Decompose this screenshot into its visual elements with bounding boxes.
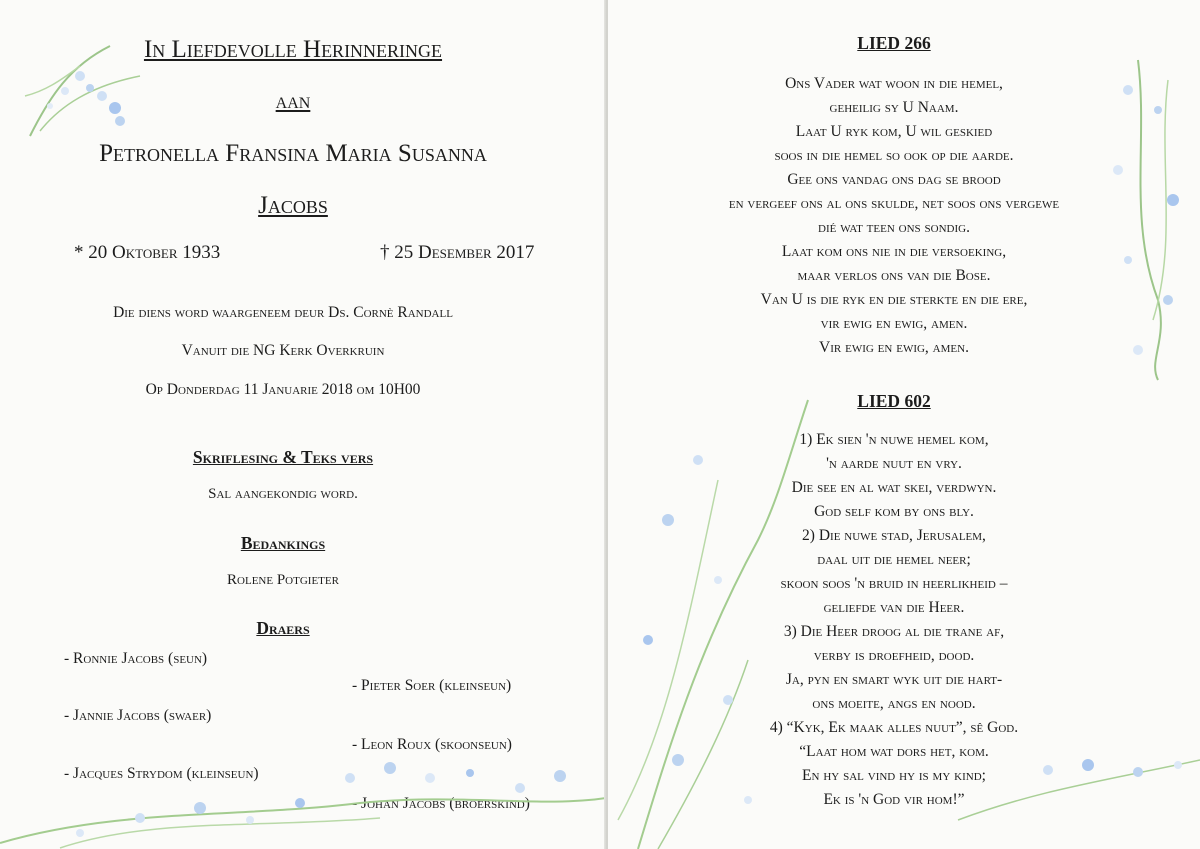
hymn-line: En hy sal vind hy is my kind; <box>802 767 986 784</box>
hymn-line: skoon soos 'n bruid in heerlikheid – <box>780 575 1008 592</box>
bearer-item: - Johan Jacobs (broerskind) <box>352 795 530 812</box>
scripture-heading: Skriflesing & Teks vers <box>192 447 374 467</box>
hymn-line: “Laat hom wat dors het, kom. <box>799 743 989 760</box>
bearer-item: - Pieter Soer (kleinseun) <box>352 677 512 694</box>
hymn-266-text <box>628 72 1160 360</box>
hymn-line: Ons Vader wat woon in die hemel, <box>785 75 1003 92</box>
bearers-heading: Draers <box>256 618 310 638</box>
hymn-line: God self kom by ons bly. <box>814 503 974 520</box>
hymn-line: daal uit die hemel neer; <box>817 551 971 568</box>
hymn-line: Laat U ryk kom, U wil geskied <box>795 123 993 140</box>
hymn-line: 1) Ek sien 'n nuwe hemel kom, <box>799 431 989 448</box>
thanks-text: Rolene Potgieter <box>227 572 339 588</box>
hymn-line: 2) Die nuwe stad, Jerusalem, <box>802 527 986 544</box>
birth-date: * 20 Oktober 1933 <box>74 242 221 263</box>
hymn-line: 3) Die Heer droog al die trane af, <box>783 623 1005 640</box>
hymn-line: dié wat teen ons sondig. <box>818 219 970 236</box>
hymn-line: geheilig sy U Naam. <box>829 99 959 116</box>
hymn-line: Vir ewig en ewig, amen. <box>819 339 969 356</box>
deceased-surname: Jacobs <box>258 192 328 219</box>
hymn-266-title: LIED 266 <box>857 33 931 53</box>
dedication-word: aan <box>275 88 311 113</box>
hymn-line: vir ewig en ewig, amen. <box>820 315 968 332</box>
hymn-line: maar verlos ons van die Bose. <box>797 267 991 284</box>
death-date: † 25 Desember 2017 <box>380 242 535 263</box>
hymn-line: en vergeef ons al ons skulde, net soos ons vergewe <box>728 195 1060 212</box>
bearer-item: - Jannie Jacobs (swaer) <box>64 707 212 724</box>
right-page <box>608 0 1200 849</box>
bearer-item: - Jacques Strydom (kleinseun) <box>64 765 259 782</box>
hymn-line: Ja, pyn en smart wyk uit die hart- <box>785 671 1003 688</box>
hymn-602-text <box>628 428 1160 812</box>
hymn-line: geliefde van die Heer. <box>823 599 965 616</box>
bearer-item: - Ronnie Jacobs (seun) <box>64 650 208 667</box>
service-datetime: Op Donderdag 11 Januarie 2018 om 10H00 <box>145 381 421 398</box>
scripture-text: Sal aangekondig word. <box>208 486 358 502</box>
hymn-line: verby is droefheid, dood. <box>813 647 975 664</box>
deceased-full-name: Petronella Fransina Maria Susanna <box>99 140 487 167</box>
hymn-602-title: LIED 602 <box>857 391 931 411</box>
hymn-line: Die see en al wat skei, verdwyn. <box>791 479 997 496</box>
service-location: Vanuit die NG Kerk Overkruin <box>181 342 385 359</box>
hymn-line: soos in die hemel so ook op die aarde. <box>774 147 1014 164</box>
service-officiant: Die diens word waargeneem deur Ds. Cornè Randall <box>113 304 453 321</box>
hymn-line: ons moeite, angs en nood. <box>812 695 976 712</box>
hymn-line: Ek is 'n God vir hom!” <box>823 791 965 808</box>
hymn-line: 4) “Kyk, Ek maak alles nuut”, sê God. <box>769 719 1019 736</box>
memorial-title: In Liefdevolle Herinneringe <box>143 36 443 63</box>
bearer-item: - Leon Roux (skoonseun) <box>352 736 512 753</box>
floral-decoration-bottom-left <box>0 748 606 849</box>
thanks-heading: Bedankings <box>240 533 326 553</box>
hymn-line: 'n aarde nuut en vry. <box>826 455 962 472</box>
hymn-line: Laat kom ons nie in die versoeking, <box>781 243 1007 260</box>
hymn-line: Van U is die ryk en die sterkte en die ere, <box>760 291 1028 308</box>
hymn-line: Gee ons vandag ons dag se brood <box>787 171 1001 188</box>
